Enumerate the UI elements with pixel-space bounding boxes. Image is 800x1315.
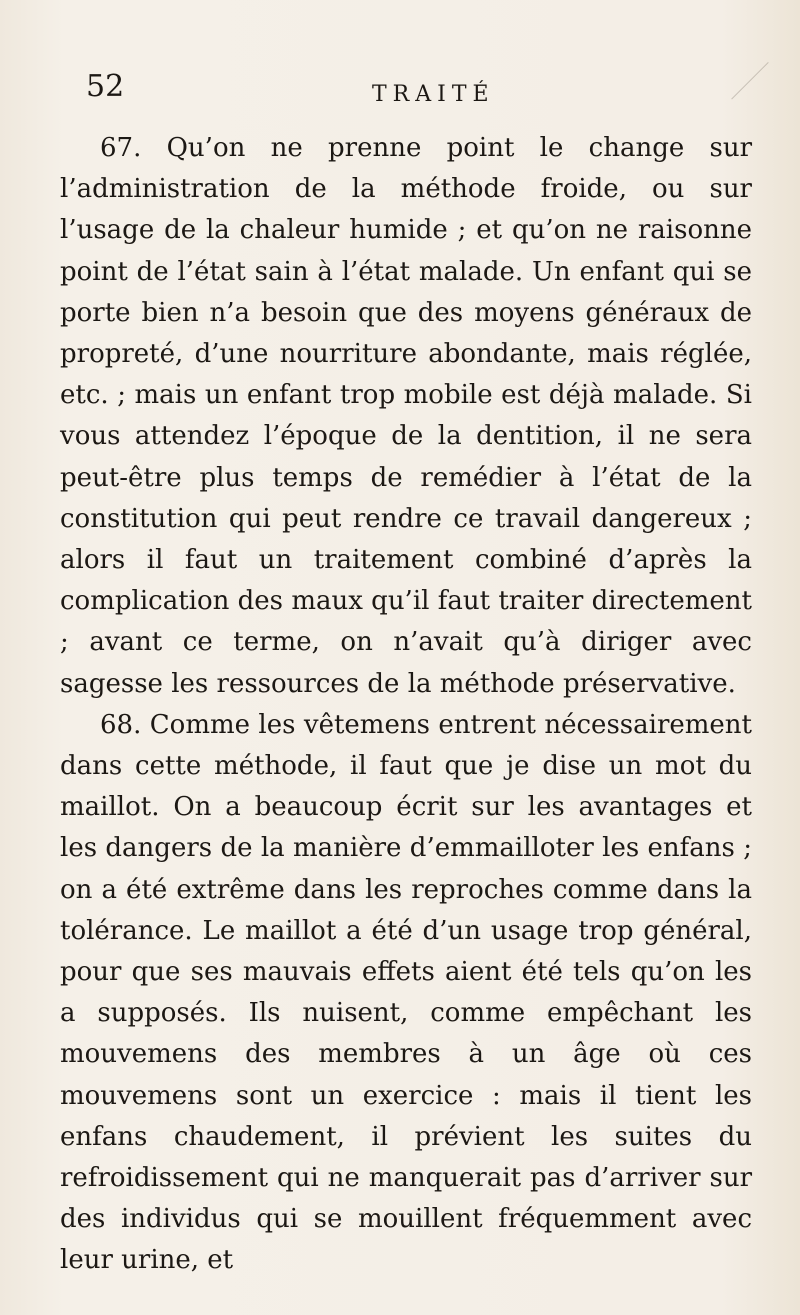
page-number: 52 bbox=[86, 69, 125, 104]
body-text bbox=[60, 128, 752, 1282]
running-title: TRAITÉ bbox=[372, 82, 495, 107]
page-corner-mark bbox=[731, 62, 800, 136]
page-header bbox=[86, 69, 726, 112]
paragraph-68: 68. Comme les vêtemens entrent nécessairement dans cette méthode, il faut que je dise un mot du maillot. On a beaucoup écrit sur les avantages et les dangers de la manière d’emmailloter les enfans ; on a été extrême dans les reproches comme dans la tolérance. Le maillot a été d’un usage trop général, pour que ses mauvais effets aient été tels qu’on les a supposés. Ils nuisent, comme empêchant les mouvemens des membres à un âge où ces mouvemens sont un exercice : mais il tient les enfans chaudement, il prévient les suites du refroidissement qui ne manquerait pas d’arriver sur des individus qui se mouillent fréquemment avec leur urine, et bbox=[60, 709, 752, 1276]
paragraph-67: 67. Qu’on ne prenne point le change sur l’administration de la méthode froide, ou sur l’usage de la chaleur humide ; et qu’on ne raisonne point de l’état sain à l’état malade. Un enfant qui se porte bien n’a besoin que des moyens généraux de propreté, d’une nourriture abondante, mais réglée, etc. ; mais un enfant trop mobile est déjà malade. Si vous attendez l’époque de la dentition, il ne sera peut-être plus temps de remédier à l’état de la constitution qui peut rendre ce travail dangereux ; alors il faut un traitement combiné d’après la complication des maux qu’il faut traiter directement ; avant ce terme, on n’avait qu’à diriger avec sagesse les ressources de la méthode préservative. bbox=[60, 133, 752, 699]
